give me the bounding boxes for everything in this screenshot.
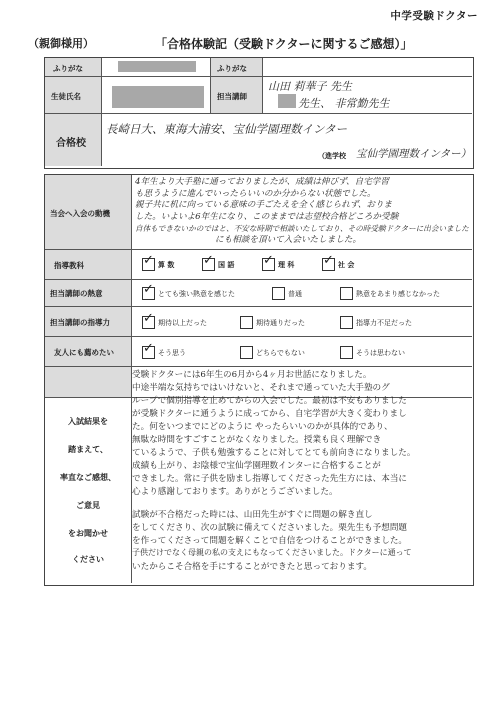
enthusiasm-strong[interactable]: ✓ とても強い熱意を感じた — [142, 287, 235, 300]
social-checkbox[interactable] — [322, 258, 335, 271]
recommend-neutral[interactable]: どちらでもない — [240, 346, 305, 359]
motive-label: 当会へ入会の動機 — [50, 209, 110, 218]
enthusiasm-weak-checkbox[interactable] — [340, 287, 353, 300]
math-checkbox[interactable] — [142, 258, 155, 271]
ability-above[interactable]: ✓ 期待以上だった — [142, 316, 207, 329]
recommend-neutral-checkbox[interactable] — [240, 346, 253, 359]
ability-expected[interactable]: 期待通りだった — [240, 316, 305, 329]
ability-above-checkbox[interactable] — [142, 316, 155, 329]
enrolled-school: 宝仙学園理数インター） — [356, 148, 472, 160]
recommend-yes[interactable]: ✓ そう思う — [142, 346, 186, 359]
audience-label: （親御様用） — [28, 37, 94, 50]
enthusiasm-normal-checkbox[interactable] — [272, 287, 285, 300]
motive-text: 4年生より大手塾に通っておりましたが、成績は伸びず、自宅学習 も思うように進んでいったらいいのか分からない状態でした。 親子共に机に向っている意味の手ごたえを全く感じられず、おりま した。いよいよ6年生になり、このままでは志望校合格どころか受験 自体もできないかのではと、不安な時期で相談いたしており、その時受験ドクターに出会いました にも相談を頂いて入会いたしました。 — [135, 177, 469, 245]
redacted-teacher-name — [278, 94, 296, 108]
subjects-label: 指導教科 — [54, 261, 84, 270]
student-name-label: 生徒氏名 — [51, 92, 81, 101]
furigana-label-2: ふりがな — [217, 64, 247, 73]
recommend-no[interactable]: そうは思わない — [340, 346, 405, 359]
ability-expected-checkbox[interactable] — [240, 316, 253, 329]
enthusiasm-weak[interactable]: 熱意をあまり感じなかった — [340, 287, 440, 300]
teacher-name-2: 先生、 非常勤先生 — [298, 97, 390, 110]
brand-name: 中学受験ドクター — [390, 10, 478, 22]
teacher-label: 担当講師 — [217, 92, 247, 101]
ability-lacking-checkbox[interactable] — [340, 316, 353, 329]
subject-science[interactable]: ✓ 理 科 — [262, 258, 294, 271]
enthusiasm-normal[interactable]: 普通 — [272, 287, 302, 300]
recommend-yes-checkbox[interactable] — [142, 346, 155, 359]
furigana-label: ふりがな — [53, 64, 83, 73]
enthusiasm-label: 担当講師の熱意 — [50, 289, 103, 298]
enrolled-school-label: （進学校 — [318, 152, 346, 160]
subject-social[interactable]: ✓ 社 会 — [322, 258, 354, 271]
ability-label: 担当講師の指導力 — [50, 318, 110, 327]
recommend-no-checkbox[interactable] — [340, 346, 353, 359]
page-title: 「合格体験記（受験ドクターに関するご感想）」 — [155, 37, 413, 51]
science-checkbox[interactable] — [262, 258, 275, 271]
teacher-name-1: 山田 莉華子 先生 — [268, 80, 352, 93]
redacted-furigana — [118, 61, 196, 72]
impression-label: 入試結果を 踏まえて、 率直なご感想、 ご意見 をお聞かせ ください — [60, 417, 116, 564]
recommend-label: 友人にも薦めたい — [54, 348, 114, 357]
redacted-student-name — [112, 86, 204, 108]
enthusiasm-strong-checkbox[interactable] — [142, 287, 155, 300]
passed-schools: 長崎日大、東海大浦安、宝仙学園理数インター — [106, 122, 348, 136]
japanese-checkbox[interactable] — [202, 258, 215, 271]
ability-lacking[interactable]: 指導力不足だった — [340, 316, 412, 329]
passed-school-label: 合格校 — [56, 138, 86, 149]
subject-japanese[interactable]: ✓ 国 語 — [202, 258, 234, 271]
subject-math[interactable]: ✓ 算 数 — [142, 258, 174, 271]
